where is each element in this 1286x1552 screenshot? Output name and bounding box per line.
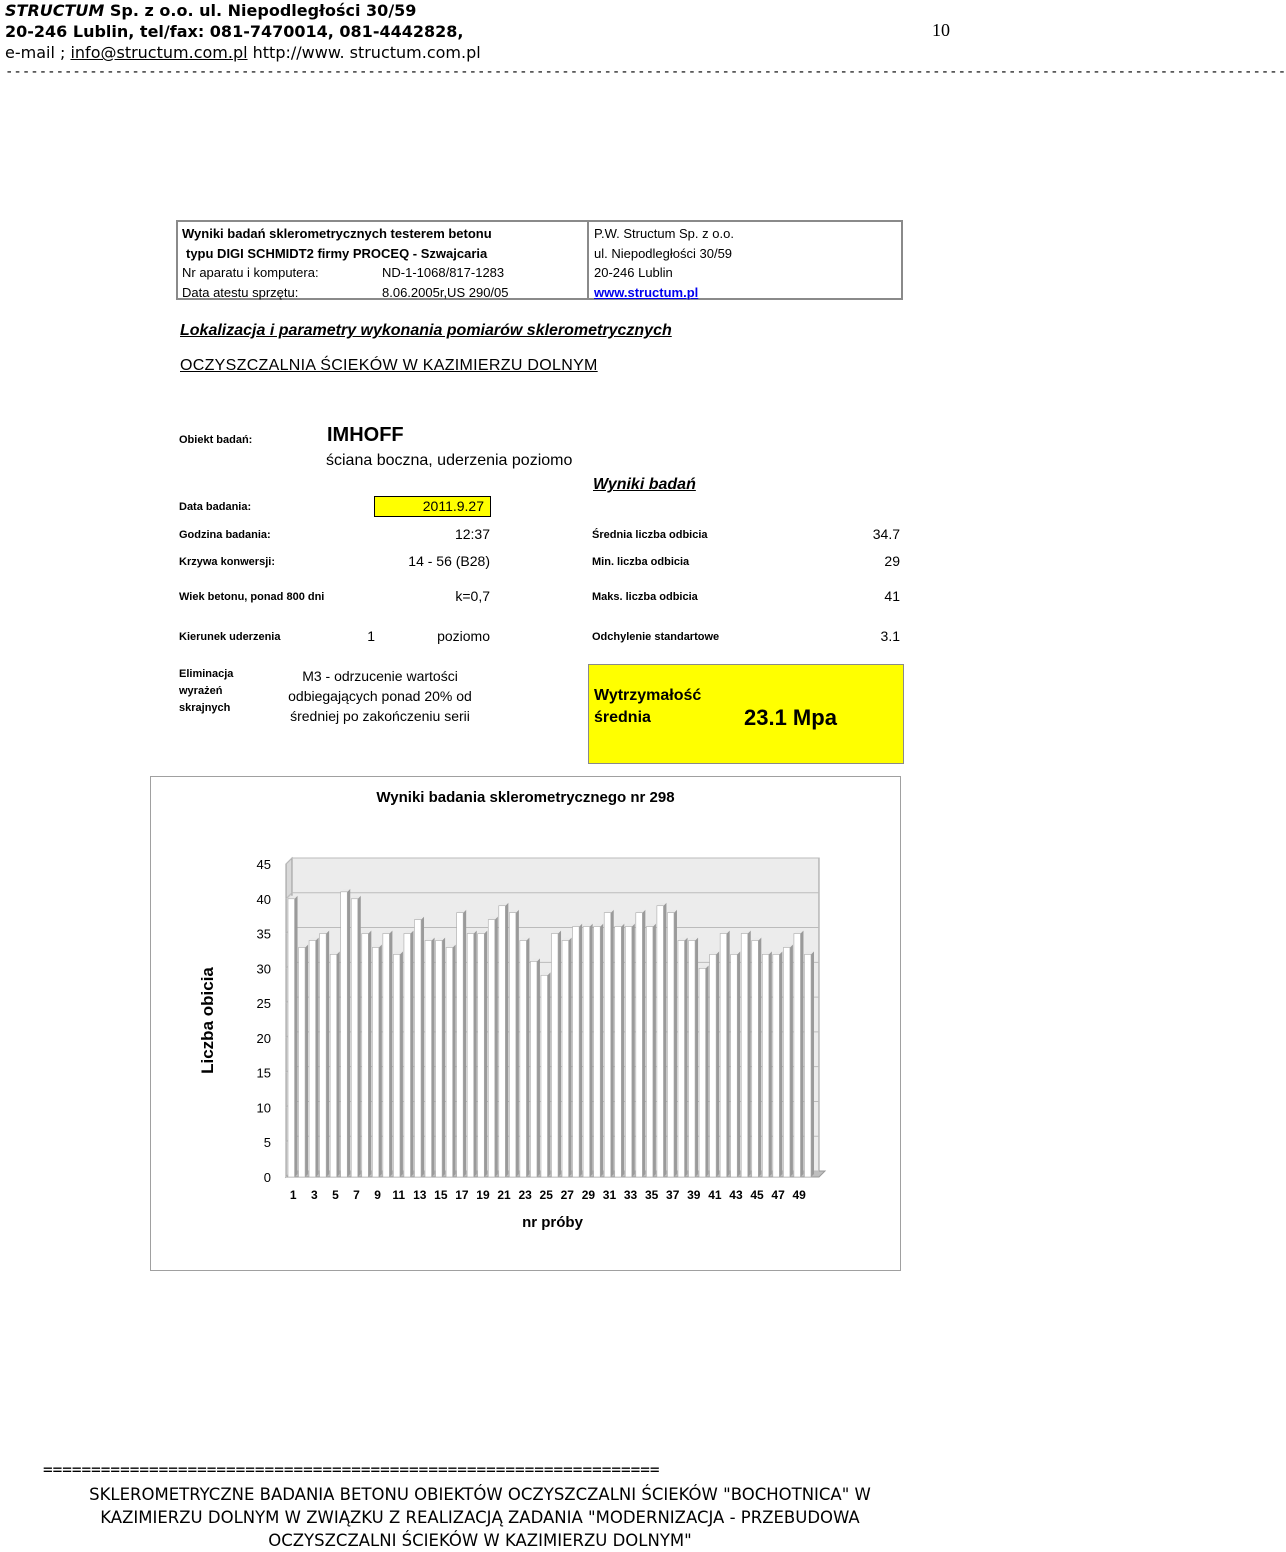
- bar-side: [790, 944, 793, 1177]
- bar: [425, 941, 432, 1177]
- company-address: Sp. z o.o. ul. Niepodległości 30/59: [104, 1, 417, 20]
- bar: [794, 934, 801, 1177]
- bar-side: [442, 938, 445, 1177]
- bar-side: [537, 958, 540, 1177]
- info-box-left: [182, 224, 509, 302]
- bar: [699, 968, 706, 1177]
- bar-side: [379, 944, 382, 1177]
- company-line-2: ul. Niepodległości 30/59: [594, 245, 733, 261]
- email-prefix: e-mail ;: [5, 43, 71, 62]
- footer-line-3: OCZYSZCZALNI ŚCIEKÓW W KAZIMIERZU DOLNYM": [268, 1531, 692, 1550]
- x-tick-label: 37: [666, 1188, 680, 1202]
- bar-side: [800, 931, 803, 1177]
- bar: [299, 947, 306, 1177]
- bar-side: [748, 931, 751, 1177]
- bar: [657, 906, 664, 1177]
- date-label: Data badania:: [179, 501, 252, 513]
- bar: [804, 954, 811, 1177]
- bar: [710, 954, 717, 1177]
- y-tick-label: 0: [263, 1170, 271, 1185]
- bar-side: [337, 951, 340, 1177]
- direction-label: Kierunek uderzenia: [179, 631, 281, 643]
- x-tick-label: 9: [374, 1188, 381, 1202]
- elimination-label-3: skrajnych: [179, 702, 231, 714]
- elimination-label-1: Eliminacja: [179, 668, 234, 680]
- bar-side: [495, 917, 498, 1177]
- email-link[interactable]: info@structum.com.pl: [70, 43, 248, 62]
- section-title: Lokalizacja i parametry wykonania pomiarów sklerometrycznych: [180, 322, 672, 339]
- bar: [414, 920, 421, 1177]
- bar-side: [621, 924, 624, 1177]
- strength-label: [594, 685, 701, 729]
- bar: [457, 913, 464, 1177]
- bar-side: [674, 910, 677, 1177]
- object-description: ściana boczna, uderzenia poziomo: [326, 452, 573, 469]
- bar-side: [421, 917, 424, 1177]
- x-tick-label: 17: [455, 1188, 469, 1202]
- elimination-value-3: średniej po zakończeniu serii: [290, 708, 470, 724]
- bar: [499, 906, 506, 1177]
- bar-side: [400, 951, 403, 1177]
- results-title: Wyniki badań: [593, 476, 696, 493]
- bar-side: [516, 910, 519, 1177]
- bar: [341, 892, 348, 1177]
- bar: [773, 954, 780, 1177]
- x-tick-label: 5: [332, 1188, 339, 1202]
- bar: [689, 941, 696, 1177]
- bar: [646, 927, 653, 1177]
- header-line-1: [5, 0, 481, 21]
- bar: [446, 947, 453, 1177]
- x-tick-label: 15: [434, 1188, 448, 1202]
- bar-side: [663, 903, 666, 1177]
- bar: [530, 961, 537, 1177]
- bar-side: [600, 924, 603, 1177]
- bar-side: [526, 938, 529, 1177]
- bar: [330, 954, 337, 1177]
- bar-side: [326, 931, 329, 1177]
- strength-value: 23.1 Mpa: [744, 705, 837, 730]
- bar-side: [484, 931, 487, 1177]
- x-tick-label: 1: [289, 1188, 297, 1202]
- bar-side: [558, 931, 561, 1177]
- bar: [741, 934, 748, 1177]
- x-tick-label: 29: [581, 1188, 596, 1202]
- bar-side: [474, 931, 477, 1177]
- y-tick-label: 5: [263, 1135, 271, 1151]
- device-label: Nr aparatu i komputera:: [182, 265, 319, 280]
- x-tick-label: 49: [792, 1188, 806, 1202]
- bar-side: [410, 931, 413, 1177]
- footer-divider: ================================================================: [43, 1460, 660, 1479]
- bar: [509, 913, 516, 1177]
- object-name: IMHOFF: [327, 424, 404, 446]
- max-value: 41: [884, 588, 900, 604]
- header-divider: --------------------------------------------------------------------------------------------------------------------------------------------------------: [5, 64, 1286, 80]
- device-value: ND-1-1068/817-1283: [382, 265, 505, 280]
- max-label: Maks. liczba odbicia: [592, 591, 698, 603]
- bar-side: [685, 938, 688, 1177]
- x-tick-label: 21: [497, 1188, 511, 1202]
- bar-side: [305, 944, 308, 1177]
- bar-side: [727, 931, 730, 1177]
- bar-side: [579, 924, 582, 1177]
- std-value: 3.1: [880, 628, 900, 644]
- elimination-value: [270, 666, 490, 726]
- y-tick-label: 20: [256, 1030, 271, 1046]
- bar: [383, 934, 390, 1177]
- bar-side: [316, 938, 319, 1177]
- x-tick-label: 31: [602, 1188, 617, 1202]
- bar-side: [779, 951, 782, 1177]
- time-label: Godzina badania:: [179, 529, 271, 541]
- time-value: 12:37: [454, 526, 490, 542]
- bar: [552, 934, 559, 1177]
- cert-value: 8.06.2005r,US 290/05: [382, 284, 509, 300]
- y-tick-label: 35: [256, 926, 271, 942]
- bar: [541, 975, 548, 1177]
- header-line-2: 20-246 Lublin, tel/fax: 081-7470014, 081-4442828,: [5, 22, 464, 41]
- bar: [594, 927, 601, 1177]
- y-tick-label: 25: [256, 996, 271, 1012]
- bar-side: [769, 951, 772, 1177]
- bar: [520, 941, 527, 1177]
- document-header: [5, 0, 481, 63]
- y-tick-label: 45: [256, 857, 271, 872]
- x-tick-label: 3: [311, 1188, 318, 1202]
- company-www-link[interactable]: www.structum.pl: [594, 284, 699, 300]
- x-tick-label: 23: [518, 1188, 532, 1202]
- x-tick-label: 35: [644, 1188, 659, 1202]
- bar-side: [347, 889, 350, 1177]
- info-box-right: [594, 224, 734, 302]
- date-value: 2011.9.27: [374, 496, 491, 517]
- info-title-2: typu DIGI SCHMIDT2 firmy PROCEQ - Szwajcaria: [186, 245, 488, 261]
- x-tick-label: 39: [687, 1188, 701, 1202]
- bar: [404, 934, 411, 1177]
- x-axis-label: nr próby: [522, 1214, 583, 1231]
- company-name: STRUCTUM: [5, 1, 105, 20]
- chart-container: [150, 776, 901, 1271]
- bar-side: [463, 910, 466, 1177]
- bar: [615, 927, 622, 1177]
- bar-side: [453, 944, 456, 1177]
- bar-side: [590, 924, 593, 1177]
- chart-title: Wyniki badania sklerometrycznego nr 298: [376, 789, 675, 806]
- age-label: Wiek betonu, ponad 800 dni: [179, 591, 325, 603]
- avg-label: Średnia liczba odbicia: [592, 529, 708, 541]
- bar-side: [569, 938, 572, 1177]
- bar: [762, 954, 769, 1177]
- curve-value: 14 - 56 (B28): [408, 553, 490, 569]
- y-tick-label: 15: [256, 1065, 271, 1081]
- header-line-3: [5, 42, 481, 63]
- bar: [488, 920, 495, 1177]
- direction-value: poziomo: [437, 628, 490, 644]
- info-title-1: Wyniki badań sklerometrycznych testerem betonu: [182, 226, 492, 241]
- elimination-label: [179, 666, 233, 717]
- bar: [625, 927, 632, 1177]
- elimination-label-2: wyrażeń: [179, 685, 223, 697]
- footer-text: [0, 1483, 960, 1552]
- bar-side: [368, 931, 371, 1177]
- bar-side: [737, 951, 740, 1177]
- bar: [467, 934, 474, 1177]
- bar-side: [358, 896, 361, 1177]
- direction-number: 1: [367, 628, 375, 644]
- x-tick-label: 41: [708, 1188, 722, 1202]
- company-line-3: 20-246 Lublin: [594, 265, 673, 280]
- x-tick-label: 43: [729, 1188, 743, 1202]
- info-box: [176, 220, 903, 300]
- strength-label-2: średnia: [594, 709, 651, 726]
- bar: [573, 927, 580, 1177]
- curve-label: Krzywa konwersji:: [179, 556, 275, 568]
- y-axis-label: Liczba obicia: [198, 967, 217, 1074]
- bar-side: [716, 951, 719, 1177]
- bar: [636, 913, 643, 1177]
- strength-box: [588, 664, 904, 764]
- bar-side: [432, 938, 435, 1177]
- footer-line-1: SKLEROMETRYCZNE BADANIA BETONU OBIEKTÓW OCZYSZCZALNI ŚCIEKÓW "BOCHOTNICA" W: [89, 1485, 871, 1504]
- bar: [309, 941, 316, 1177]
- min-value: 29: [884, 553, 900, 569]
- y-tick-label: 10: [256, 1100, 271, 1116]
- min-label: Min. liczba odbicia: [592, 556, 690, 568]
- x-tick-label: 45: [750, 1188, 764, 1202]
- y-tick-label: 30: [256, 961, 271, 977]
- bar-side: [706, 965, 709, 1177]
- bar: [478, 934, 485, 1177]
- x-tick-label: 47: [771, 1188, 785, 1202]
- object-label: Obiekt badań:: [179, 434, 253, 446]
- www-text: http://www. structum.com.pl: [247, 43, 481, 62]
- bar-side: [295, 896, 298, 1177]
- bar: [362, 934, 369, 1177]
- bar-side: [695, 938, 698, 1177]
- info-box-separator: [587, 222, 589, 298]
- age-value: k=0,7: [455, 588, 490, 604]
- bar: [720, 934, 727, 1177]
- bar-side: [389, 931, 392, 1177]
- strength-label-1: Wytrzymałość: [594, 687, 702, 704]
- bar: [320, 934, 327, 1177]
- bar: [667, 913, 674, 1177]
- bar: [393, 954, 400, 1177]
- elimination-value-1: M3 - odrzucenie wartości: [302, 668, 458, 684]
- site-name: OCZYSZCZALNIA ŚCIEKÓW W KAZIMIERZU DOLNYM: [180, 357, 598, 374]
- elimination-value-2: odbiegających ponad 20% od: [288, 688, 472, 704]
- bar-side: [642, 910, 645, 1177]
- x-tick-label: 13: [413, 1188, 427, 1202]
- footer-line-2: KAZIMIERZU DOLNYM W ZWIĄZKU Z REALIZACJĄ ZADANIA "MODERNIZACJA - PRZEBUDOWA: [100, 1508, 860, 1527]
- bar: [783, 947, 790, 1177]
- bar: [752, 941, 759, 1177]
- bar: [583, 927, 590, 1177]
- bar: [604, 913, 611, 1177]
- x-tick-label: 25: [539, 1188, 553, 1202]
- bar-side: [811, 951, 814, 1177]
- x-tick-label: 7: [353, 1188, 360, 1202]
- bar: [372, 947, 379, 1177]
- x-tick-label: 19: [476, 1188, 490, 1202]
- bar-side: [547, 972, 550, 1177]
- bar: [351, 899, 358, 1177]
- avg-value: 34.7: [872, 526, 900, 542]
- bar: [436, 941, 443, 1177]
- bar-side: [632, 924, 635, 1177]
- x-tick-label: 11: [392, 1188, 406, 1202]
- bar: [731, 954, 738, 1177]
- bar-side: [758, 938, 761, 1177]
- bar-side: [653, 924, 656, 1177]
- bar: [678, 941, 685, 1177]
- cert-label: Data atestu sprzętu:: [182, 284, 299, 300]
- x-tick-label: 27: [560, 1188, 574, 1202]
- std-label: Odchylenie standartowe: [592, 631, 720, 643]
- bar: [562, 941, 569, 1177]
- bar-chart: [151, 777, 900, 1270]
- bar-side: [505, 903, 508, 1177]
- x-tick-label: 33: [623, 1188, 638, 1202]
- company-line-1: P.W. Structum Sp. z o.o.: [594, 226, 734, 241]
- y-tick-label: 40: [256, 891, 271, 907]
- page-number: 10: [932, 20, 950, 40]
- bar: [288, 899, 295, 1177]
- bar-side: [611, 910, 614, 1177]
